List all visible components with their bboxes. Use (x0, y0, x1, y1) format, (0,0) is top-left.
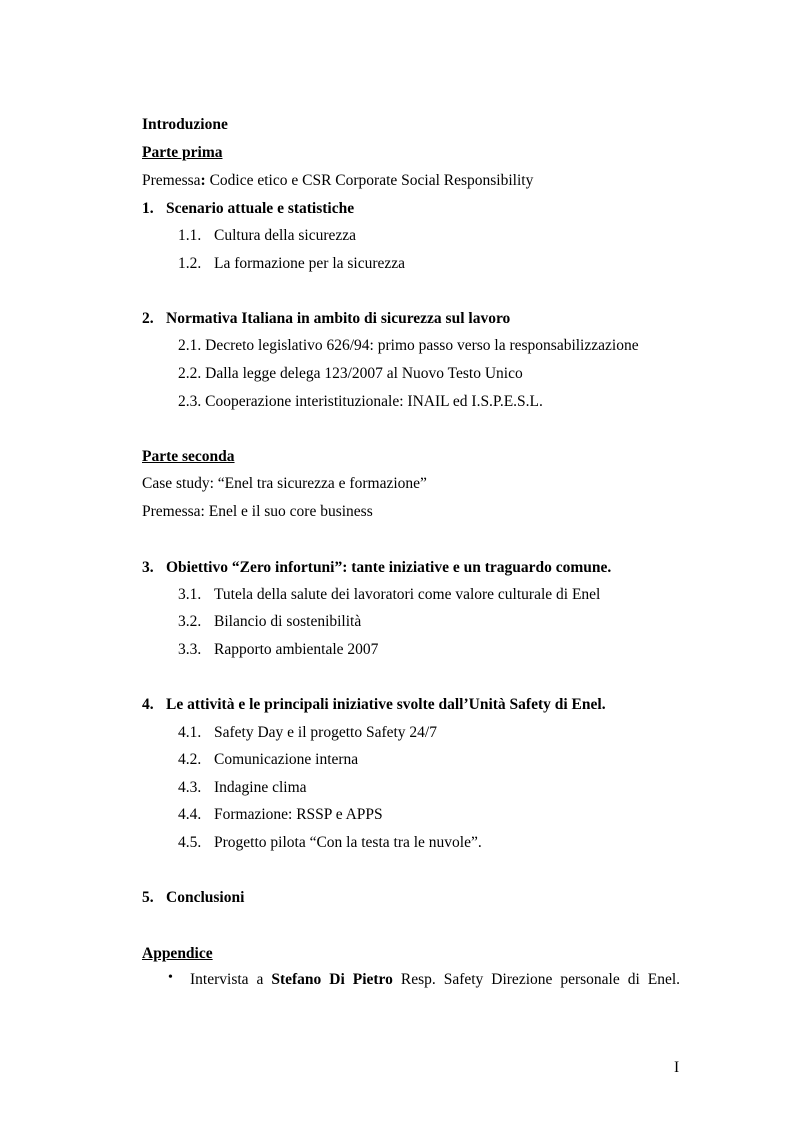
toc-section1 (142, 200, 354, 218)
toc-part2-premessa: Premessa: Enel e il suo core business (142, 503, 373, 520)
premessa-colon: : (200, 172, 206, 189)
page-number: I (674, 1059, 680, 1076)
toc-part1-premessa (142, 172, 533, 190)
toc-item-4-1 (178, 724, 437, 742)
item-num: 4.3. (178, 779, 202, 796)
toc-appendix-item (190, 971, 680, 989)
item-num: 3.1. (178, 586, 202, 603)
toc-item-4-2 (178, 751, 358, 769)
toc-part2-title: Parte seconda (142, 448, 235, 465)
appendix-item-prefix: Intervista a (190, 971, 272, 988)
section4-title: Le attività e le principali iniziative svolte dall’Unità Safety di Enel. (166, 696, 606, 713)
item-text: Progetto pilota “Con la testa tra le nuvole”. (214, 834, 482, 851)
toc-item-3-3 (178, 641, 378, 659)
item-text: Formazione: RSSP e APPS (214, 806, 383, 823)
toc-item-1-1 (178, 227, 356, 245)
toc-item-3-2 (178, 613, 361, 631)
item-text: La formazione per la sicurezza (214, 255, 406, 272)
item-text: Comunicazione interna (214, 751, 359, 768)
premessa-text: Codice etico e CSR Corporate Social Responsibility (205, 172, 534, 189)
toc-part1-title: Parte prima (142, 144, 223, 161)
toc-item-4-4 (178, 806, 383, 824)
premessa-label: Premessa (142, 172, 201, 189)
toc-item-3-1 (178, 586, 600, 604)
section4-num: 4. (142, 696, 154, 713)
section2-num: 2. (142, 310, 154, 327)
item-num: 4.1. (178, 724, 202, 741)
toc-section5 (142, 889, 244, 907)
item-text: Tutela della salute dei lavoratori come valore culturale di Enel (214, 586, 601, 603)
item-text: Rapporto ambientale 2007 (214, 641, 379, 658)
item-text: Cultura della sicurezza (214, 227, 357, 244)
item-text: Indagine clima (214, 779, 307, 796)
section3-title: Obiettivo “Zero infortuni”: tante iniziative e un traguardo comune. (166, 559, 612, 576)
section2-title: Normativa Italiana in ambito di sicurezza sul lavoro (166, 310, 511, 327)
item-num: 4.2. (178, 751, 202, 768)
item-num: 1.2. (178, 255, 202, 272)
toc-section4 (142, 696, 606, 714)
toc-item-4-5 (178, 834, 482, 852)
item-num: 1.1. (178, 227, 202, 244)
toc-part2-case-study: Case study: “Enel tra sicurezza e formazione” (142, 475, 427, 492)
toc-appendix-title: Appendice (142, 945, 213, 962)
item-num: 3.2. (178, 613, 202, 630)
item-num: 3.3. (178, 641, 202, 658)
toc-item-1-2 (178, 255, 405, 273)
toc-section3 (142, 559, 611, 577)
item-num: 4.5. (178, 834, 202, 851)
item-text: Bilancio di sostenibilità (214, 613, 362, 630)
toc-item-4-3 (178, 779, 307, 797)
toc-item-2-1: 2.1. Decreto legislativo 626/94: primo passo verso la responsabilizzazione (178, 337, 639, 354)
item-num: 4.4. (178, 806, 202, 823)
toc-section2 (142, 310, 510, 328)
section1-title: Scenario attuale e statistiche (166, 200, 355, 217)
section5-title: Conclusioni (166, 889, 245, 906)
appendix-item-name: Stefano Di Pietro (271, 971, 393, 988)
section3-num: 3. (142, 559, 154, 576)
section5-num: 5. (142, 889, 154, 906)
toc-intro: Introduzione (142, 116, 228, 133)
toc-item-2-2: 2.2. Dalla legge delega 123/2007 al Nuovo Testo Unico (178, 365, 523, 382)
bullet-icon: • (168, 970, 173, 985)
toc-item-2-3: 2.3. Cooperazione interistituzionale: INAIL ed I.S.P.E.S.L. (178, 393, 543, 410)
item-text: Safety Day e il progetto Safety 24/7 (214, 724, 437, 741)
section1-num: 1. (142, 200, 154, 217)
appendix-item-suffix: Resp. Safety Direzione personale di Enel. (392, 971, 681, 988)
